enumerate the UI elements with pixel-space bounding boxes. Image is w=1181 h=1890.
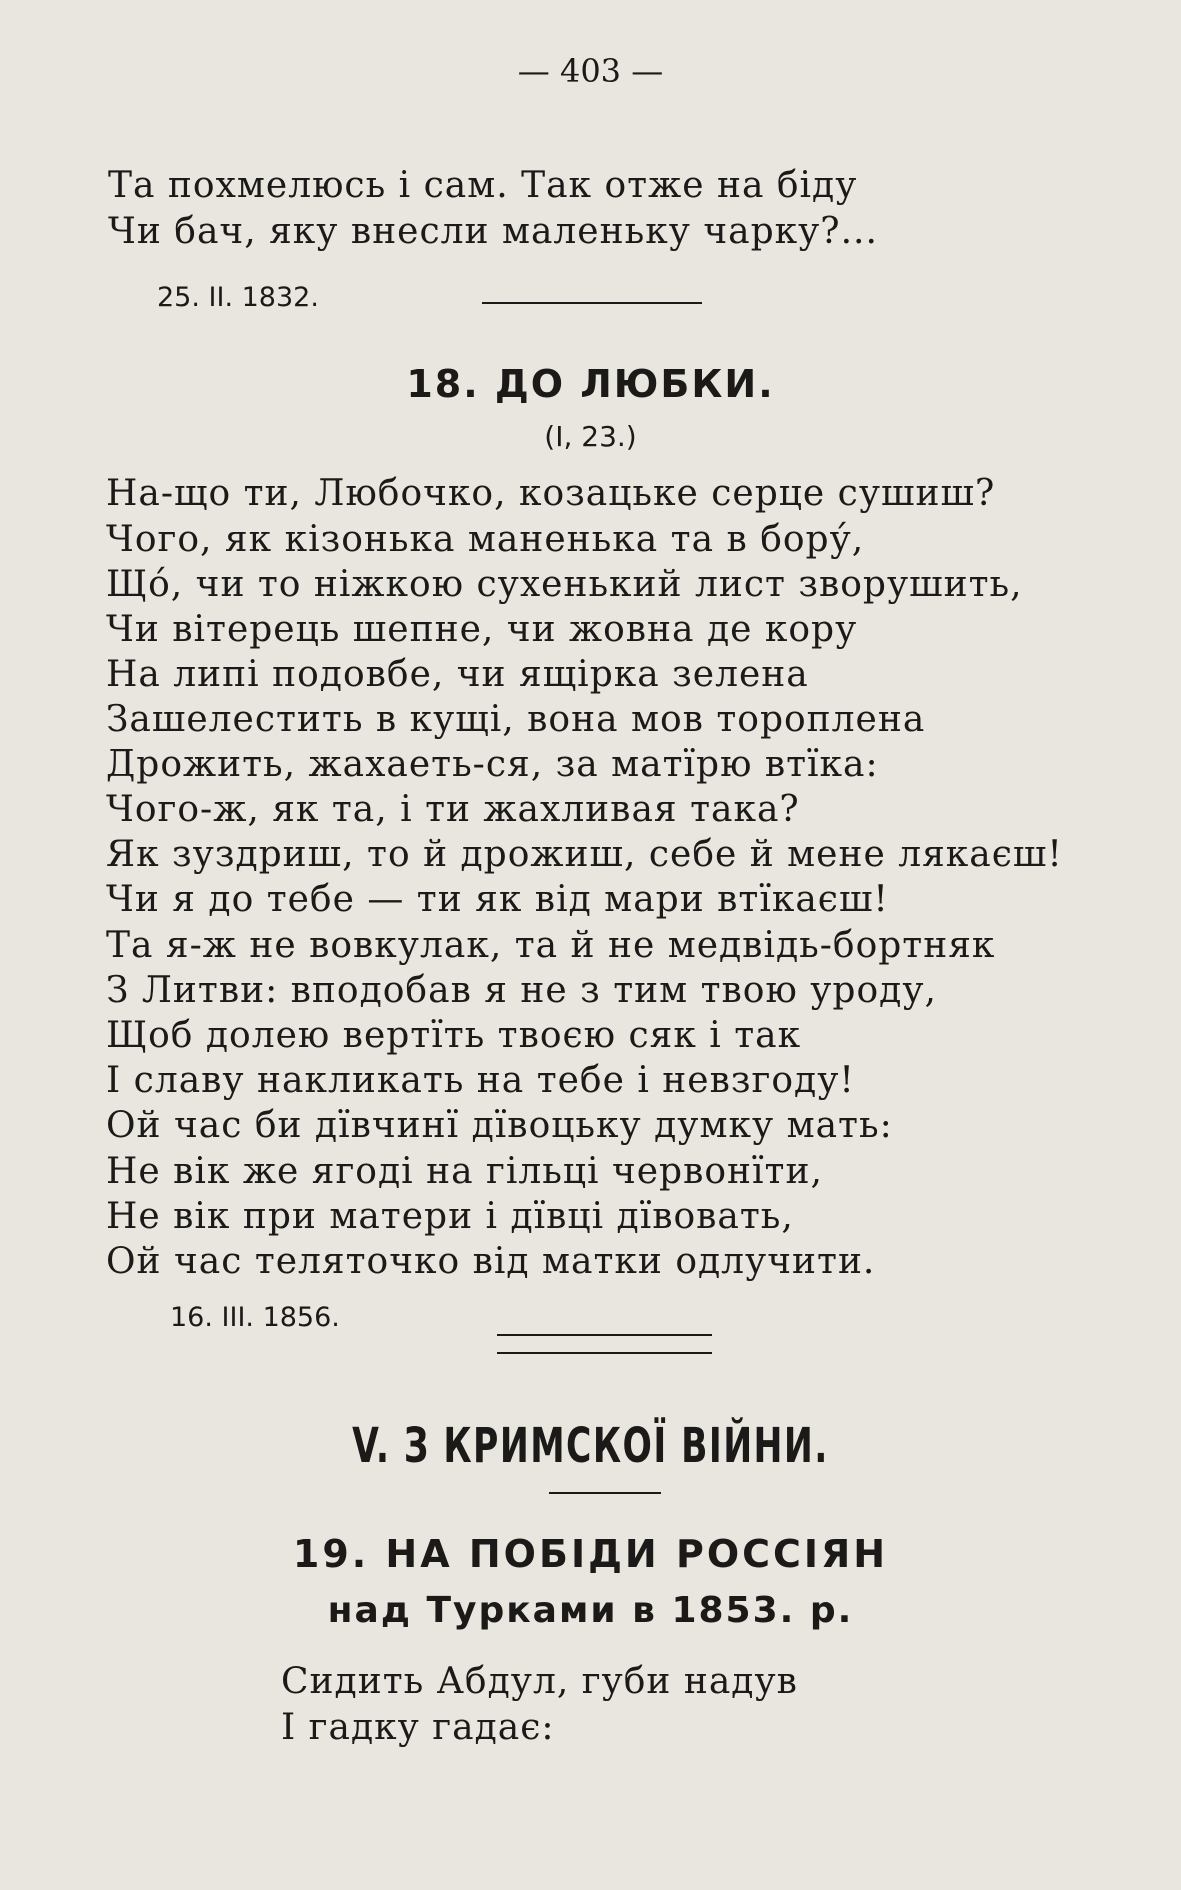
verse-line: Чого, як кізонька маненька та в бору́, — [106, 519, 865, 560]
verse-line: З Литви: вподобав я не з тим твою уроду, — [106, 970, 937, 1011]
poem-reference: (І, 23.) — [544, 420, 637, 453]
verse-line: Ой час би дївчинї дївоцьку думку мать: — [106, 1105, 893, 1146]
verse-line: І славу накликать на тебе і невзгоду! — [106, 1060, 855, 1101]
double-rule-bottom — [497, 1352, 712, 1354]
verse-line: Чи бач, яку внесли маленьку чарку?... — [108, 211, 878, 252]
verse-line: Та похмелюсь і сам. Так отже на біду — [108, 165, 858, 206]
verse-line: Чи я до тебе — ти як від мари втїкаєш! — [106, 879, 889, 920]
date-line: 16. III. 1856. — [170, 1302, 340, 1333]
verse-line: Не вік же ягоді на гільці червонїти, — [106, 1151, 823, 1192]
section-title: V. З КРИМСКОЇ ВІЙНИ. — [352, 1418, 829, 1474]
verse-line: Чи вітерець шепне, чи жовна де кору — [106, 609, 858, 650]
verse-line: На-що ти, Любочко, козацьке серце сушиш? — [106, 473, 996, 514]
section-rule — [549, 1492, 661, 1494]
page-number: — 403 — — [517, 52, 664, 90]
separator-rule — [482, 302, 702, 304]
verse-line: Дрожить, жахаеть-ся, за матїрю втїка: — [106, 744, 879, 785]
poem-title: 18. ДО ЛЮБКИ. — [406, 362, 775, 406]
verse-line: Ой час теляточко від матки одлучити. — [106, 1241, 876, 1282]
poem-subtitle: над Турками в 1853. р. — [327, 1590, 854, 1631]
date-line: 25. II. 1832. — [157, 282, 319, 313]
verse-line: Як зуздриш, то й дрожиш, себе й мене лякаєш! — [106, 834, 1063, 875]
poem-title: 19. НА ПОБІДИ РОССІЯН — [292, 1532, 889, 1576]
double-rule-top — [497, 1334, 712, 1336]
verse-line: Сидить Абдул, губи надув — [281, 1661, 798, 1702]
verse-line: І гадку гадає: — [281, 1707, 555, 1748]
verse-line: Чого-ж, як та, і ти жахливая така? — [106, 789, 800, 830]
verse-line: Не вік при матери і дївці дївовать, — [106, 1196, 794, 1237]
verse-line: Що́, чи то ніжкою сухенький лист зворушить, — [106, 564, 1023, 605]
verse-line: Щоб долею вертїть твоєю сяк і так — [106, 1015, 802, 1056]
verse-line: Та я-ж не вовкулак, та й не медвідь-бортняк — [106, 925, 996, 966]
verse-line: На липі подовбе, чи ящірка зелена — [106, 654, 809, 695]
verse-line: Зашелестить в кущі, вона мов тороплена — [106, 699, 926, 740]
